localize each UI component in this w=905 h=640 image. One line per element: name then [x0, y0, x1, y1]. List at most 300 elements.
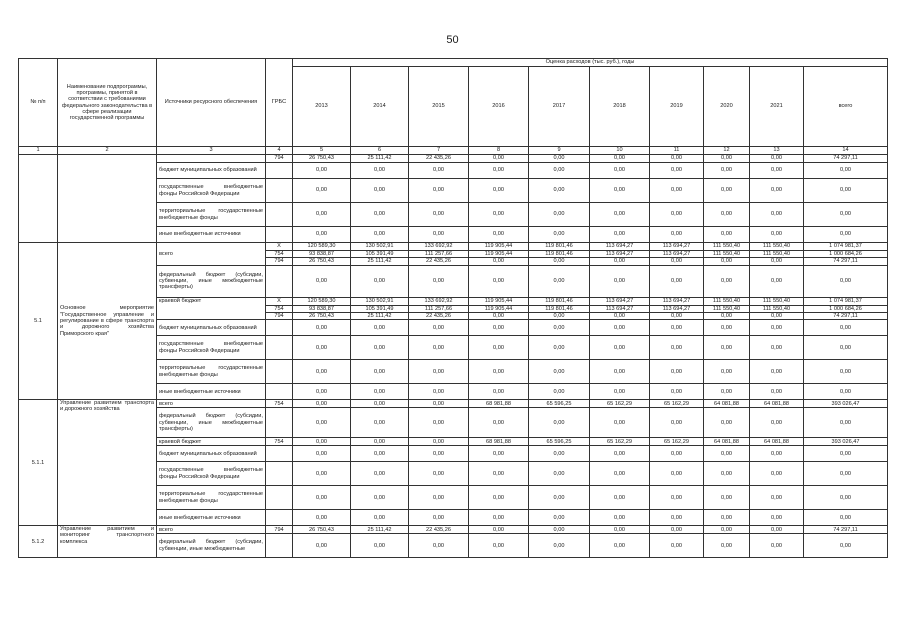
value-cell: 0,00: [469, 312, 529, 319]
value-cell: 0,00: [293, 534, 351, 558]
value-cell: 0,00: [704, 384, 750, 400]
value-cell: 0,00: [469, 155, 529, 163]
value-cell: 111 550,40: [704, 297, 750, 305]
value-cell: 119 801,46: [529, 297, 590, 305]
source-cell: всего: [157, 400, 266, 408]
value-cell: 64 081,88: [704, 400, 750, 408]
value-cell: 0,00: [469, 163, 529, 179]
value-cell: 22 435,26: [409, 526, 469, 534]
value-cell: 0,00: [650, 265, 704, 297]
value-cell: 0,00: [351, 360, 409, 384]
value-cell: 111 550,40: [704, 251, 750, 258]
column-index: 12: [704, 147, 750, 155]
program-name: Основное мероприятие "Государственное управление и регулирование в сфере транспорта и дорожного хозяйства Приморского края": [58, 243, 157, 400]
value-cell: 0,00: [293, 446, 351, 462]
value-cell: 0,00: [409, 446, 469, 462]
source-cell: территориальные государственные внебюджетные фонды: [157, 360, 266, 384]
grbs-cell: [266, 408, 293, 438]
column-index: 3: [157, 147, 266, 155]
column-index: 6: [351, 147, 409, 155]
value-cell: 0,00: [351, 203, 409, 227]
value-cell: 0,00: [293, 227, 351, 243]
value-cell: 0,00: [704, 258, 750, 265]
value-cell: 0,00: [750, 179, 804, 203]
source-cell: иные внебюджетные источники: [157, 384, 266, 400]
source-cell: иные внебюджетные источники: [157, 227, 266, 243]
column-index: 10: [590, 147, 650, 155]
column-index: 4: [266, 147, 293, 155]
value-cell: 65 162,29: [650, 438, 704, 446]
value-cell: 0,00: [351, 227, 409, 243]
value-cell: 0,00: [529, 510, 590, 526]
value-cell: 0,00: [409, 462, 469, 486]
value-cell: 0,00: [804, 360, 888, 384]
column-index: 11: [650, 147, 704, 155]
value-cell: 0,00: [529, 336, 590, 360]
value-cell: 113 694,27: [590, 251, 650, 258]
value-cell: 22 435,26: [409, 155, 469, 163]
grbs-cell: [266, 320, 293, 336]
value-cell: 0,00: [804, 320, 888, 336]
value-cell: 0,00: [409, 384, 469, 400]
value-cell: 113 694,27: [650, 305, 704, 312]
value-cell: 0,00: [529, 227, 590, 243]
value-cell: 133 692,92: [409, 243, 469, 251]
value-cell: 0,00: [293, 203, 351, 227]
value-cell: 0,00: [704, 203, 750, 227]
value-cell: 111 550,40: [704, 305, 750, 312]
value-cell: 0,00: [351, 446, 409, 462]
value-cell: 0,00: [469, 534, 529, 558]
value-cell: 0,00: [529, 360, 590, 384]
value-cell: 130 502,91: [351, 297, 409, 305]
value-cell: 0,00: [469, 258, 529, 265]
value-cell: 0,00: [750, 258, 804, 265]
value-cell: 105 391,49: [351, 251, 409, 258]
value-cell: 0,00: [750, 534, 804, 558]
value-cell: 0,00: [293, 408, 351, 438]
value-cell: 113 694,27: [650, 251, 704, 258]
value-cell: 0,00: [650, 446, 704, 462]
value-cell: 0,00: [650, 163, 704, 179]
value-cell: 0,00: [804, 265, 888, 297]
table-row: [19, 400, 888, 408]
value-cell: 0,00: [293, 510, 351, 526]
value-cell: 0,00: [704, 526, 750, 534]
value-cell: 0,00: [409, 336, 469, 360]
value-cell: 0,00: [351, 462, 409, 486]
value-cell: 0,00: [750, 384, 804, 400]
source-cell: всего: [157, 243, 266, 266]
value-cell: 111 550,40: [750, 243, 804, 251]
value-cell: 0,00: [590, 462, 650, 486]
value-cell: 0,00: [293, 320, 351, 336]
value-cell: 74 297,11: [804, 155, 888, 163]
grbs-cell: [266, 486, 293, 510]
value-cell: 0,00: [750, 408, 804, 438]
value-cell: 0,00: [704, 265, 750, 297]
column-index: 8: [469, 147, 529, 155]
value-cell: 64 081,88: [750, 400, 804, 408]
source-cell: бюджет муниципальных образований: [157, 320, 266, 336]
value-cell: 119 905,44: [469, 243, 529, 251]
value-cell: 0,00: [590, 336, 650, 360]
value-cell: 0,00: [650, 258, 704, 265]
value-cell: 0,00: [704, 462, 750, 486]
value-cell: 1 074 981,37: [804, 243, 888, 251]
value-cell: 111 257,66: [409, 251, 469, 258]
value-cell: 93 838,87: [293, 251, 351, 258]
value-cell: 0,00: [590, 408, 650, 438]
value-cell: 0,00: [351, 265, 409, 297]
source-cell: территориальные государственные внебюджетные фонды: [157, 203, 266, 227]
value-cell: 105 391,49: [351, 305, 409, 312]
year-header: 2021: [750, 67, 804, 147]
value-cell: 0,00: [469, 462, 529, 486]
source-cell: федеральный бюджет (субсидии, субвенции, иные межбюджетные трансферты): [157, 408, 266, 438]
grbs-cell: [266, 384, 293, 400]
value-cell: 0,00: [650, 203, 704, 227]
value-cell: 0,00: [351, 510, 409, 526]
value-cell: 0,00: [351, 384, 409, 400]
value-cell: 0,00: [469, 510, 529, 526]
value-cell: 0,00: [529, 265, 590, 297]
value-cell: 0,00: [590, 526, 650, 534]
value-cell: 0,00: [590, 265, 650, 297]
grbs-cell: [266, 510, 293, 526]
value-cell: 393 026,47: [804, 400, 888, 408]
value-cell: 111 550,40: [704, 243, 750, 251]
value-cell: 0,00: [750, 526, 804, 534]
value-cell: 0,00: [704, 486, 750, 510]
value-cell: 0,00: [704, 155, 750, 163]
value-cell: 0,00: [704, 446, 750, 462]
value-cell: 0,00: [804, 534, 888, 558]
value-cell: 0,00: [650, 312, 704, 319]
value-cell: 1 000 684,26: [804, 251, 888, 258]
column-index: 1: [19, 147, 58, 155]
value-cell: 0,00: [590, 258, 650, 265]
value-cell: 0,00: [529, 312, 590, 319]
value-cell: 0,00: [650, 408, 704, 438]
value-cell: 0,00: [351, 400, 409, 408]
value-cell: 0,00: [529, 408, 590, 438]
grbs-cell: 794: [266, 155, 293, 163]
year-header: 2015: [409, 67, 469, 147]
grbs-cell: [266, 446, 293, 462]
value-cell: 0,00: [351, 163, 409, 179]
value-cell: 0,00: [704, 320, 750, 336]
value-cell: 119 905,44: [469, 305, 529, 312]
value-cell: 0,00: [704, 534, 750, 558]
value-cell: 0,00: [650, 227, 704, 243]
value-cell: 0,00: [293, 486, 351, 510]
grbs-cell: [266, 336, 293, 360]
value-cell: 0,00: [409, 510, 469, 526]
value-cell: 26 750,43: [293, 312, 351, 319]
source-cell: краевой бюджет: [157, 297, 266, 320]
grbs-cell: [266, 203, 293, 227]
value-cell: 111 550,40: [750, 305, 804, 312]
value-cell: 0,00: [469, 446, 529, 462]
value-cell: 0,00: [469, 360, 529, 384]
source-cell: [157, 155, 266, 163]
value-cell: 0,00: [529, 384, 590, 400]
value-cell: 0,00: [529, 526, 590, 534]
value-cell: 93 838,87: [293, 305, 351, 312]
value-cell: 0,00: [590, 486, 650, 510]
value-cell: 0,00: [704, 510, 750, 526]
value-cell: 0,00: [804, 446, 888, 462]
header-num: № п/п: [19, 59, 58, 147]
value-cell: 26 750,43: [293, 526, 351, 534]
value-cell: 0,00: [704, 179, 750, 203]
value-cell: 25 111,42: [351, 258, 409, 265]
value-cell: 0,00: [804, 510, 888, 526]
grbs-cell: 754: [266, 251, 293, 258]
value-cell: 65 162,29: [590, 438, 650, 446]
program-name: Управление развитием транспорта и дорожного хозяйства: [58, 400, 157, 526]
header-grbs: ГРБС: [266, 59, 293, 147]
value-cell: 22 435,26: [409, 258, 469, 265]
value-cell: 0,00: [750, 446, 804, 462]
value-cell: 0,00: [750, 163, 804, 179]
value-cell: 133 692,92: [409, 297, 469, 305]
header-source: Источники ресурсного обеспечения: [157, 59, 266, 147]
value-cell: 0,00: [750, 510, 804, 526]
value-cell: 0,00: [469, 408, 529, 438]
year-header: 2016: [469, 67, 529, 147]
table-row: [19, 155, 888, 163]
value-cell: 0,00: [409, 438, 469, 446]
grbs-cell: 794: [266, 312, 293, 319]
grbs-cell: Х: [266, 297, 293, 305]
value-cell: 1 000 684,26: [804, 305, 888, 312]
year-header: 2019: [650, 67, 704, 147]
value-cell: 119 905,44: [469, 297, 529, 305]
value-cell: 26 750,43: [293, 155, 351, 163]
value-cell: 0,00: [704, 163, 750, 179]
value-cell: 0,00: [409, 163, 469, 179]
value-cell: 0,00: [529, 203, 590, 227]
value-cell: 1 074 981,37: [804, 297, 888, 305]
grbs-cell: 794: [266, 258, 293, 265]
value-cell: 0,00: [704, 312, 750, 319]
value-cell: 0,00: [293, 400, 351, 408]
value-cell: 0,00: [409, 203, 469, 227]
value-cell: 0,00: [293, 336, 351, 360]
value-cell: 0,00: [804, 384, 888, 400]
value-cell: 0,00: [293, 360, 351, 384]
value-cell: 119 801,46: [529, 305, 590, 312]
value-cell: 0,00: [590, 360, 650, 384]
value-cell: 0,00: [650, 462, 704, 486]
value-cell: 74 297,11: [804, 526, 888, 534]
row-number: 5.1: [19, 243, 58, 400]
program-name: Управление развитием и мониторинг транспортного комплекса: [58, 526, 157, 558]
value-cell: 113 694,27: [590, 243, 650, 251]
grbs-cell: [266, 265, 293, 297]
value-cell: 0,00: [469, 486, 529, 510]
value-cell: 0,00: [750, 203, 804, 227]
value-cell: 0,00: [409, 408, 469, 438]
column-index: 2: [58, 147, 157, 155]
value-cell: 0,00: [704, 360, 750, 384]
value-cell: 0,00: [351, 534, 409, 558]
value-cell: 0,00: [529, 179, 590, 203]
value-cell: 0,00: [804, 336, 888, 360]
value-cell: 0,00: [650, 336, 704, 360]
year-header: 2014: [351, 67, 409, 147]
value-cell: 74 297,11: [804, 258, 888, 265]
source-cell: всего: [157, 526, 266, 534]
value-cell: 0,00: [469, 227, 529, 243]
value-cell: 0,00: [590, 534, 650, 558]
value-cell: 0,00: [804, 203, 888, 227]
value-cell: 0,00: [804, 462, 888, 486]
grbs-cell: 754: [266, 400, 293, 408]
value-cell: 0,00: [409, 400, 469, 408]
value-cell: 120 589,30: [293, 243, 351, 251]
value-cell: 0,00: [529, 486, 590, 510]
value-cell: 0,00: [351, 179, 409, 203]
value-cell: 0,00: [650, 384, 704, 400]
value-cell: 0,00: [293, 384, 351, 400]
column-index: 14: [804, 147, 888, 155]
value-cell: 0,00: [590, 163, 650, 179]
value-cell: 22 435,26: [409, 312, 469, 319]
grbs-cell: 754: [266, 438, 293, 446]
value-cell: 0,00: [469, 179, 529, 203]
source-cell: бюджет муниципальных образований: [157, 446, 266, 462]
value-cell: 0,00: [750, 336, 804, 360]
value-cell: 25 111,42: [351, 155, 409, 163]
value-cell: 0,00: [351, 336, 409, 360]
header-estimate: Оценка расходов (тыс. руб.), годы: [293, 59, 888, 67]
value-cell: 0,00: [650, 486, 704, 510]
value-cell: 0,00: [351, 320, 409, 336]
page-number: 50: [446, 34, 459, 46]
value-cell: 111 257,66: [409, 305, 469, 312]
grbs-cell: 794: [266, 526, 293, 534]
table-row: [19, 243, 888, 251]
value-cell: 0,00: [469, 203, 529, 227]
value-cell: 119 801,46: [529, 243, 590, 251]
value-cell: 393 026,47: [804, 438, 888, 446]
program-name: [58, 155, 157, 243]
source-cell: государственные внебюджетные фонды Российской Федерации: [157, 462, 266, 486]
value-cell: 0,00: [590, 384, 650, 400]
value-cell: 0,00: [409, 227, 469, 243]
value-cell: 0,00: [650, 534, 704, 558]
column-index: 13: [750, 147, 804, 155]
value-cell: 0,00: [750, 312, 804, 319]
value-cell: 0,00: [409, 265, 469, 297]
value-cell: 0,00: [529, 258, 590, 265]
value-cell: 0,00: [529, 446, 590, 462]
value-cell: 130 502,91: [351, 243, 409, 251]
value-cell: 0,00: [750, 360, 804, 384]
value-cell: 0,00: [650, 526, 704, 534]
value-cell: 65 162,29: [650, 400, 704, 408]
source-cell: территориальные государственные внебюджетные фонды: [157, 486, 266, 510]
grbs-cell: [266, 462, 293, 486]
grbs-cell: 754: [266, 305, 293, 312]
value-cell: 0,00: [529, 320, 590, 336]
value-cell: 0,00: [750, 155, 804, 163]
table-row: [19, 526, 888, 534]
value-cell: 0,00: [293, 163, 351, 179]
value-cell: 0,00: [590, 203, 650, 227]
year-header: 2018: [590, 67, 650, 147]
value-cell: 0,00: [529, 462, 590, 486]
value-cell: 25 111,42: [351, 312, 409, 319]
value-cell: 65 596,25: [529, 400, 590, 408]
value-cell: 0,00: [293, 462, 351, 486]
grbs-cell: [266, 163, 293, 179]
row-number: 5.1.2: [19, 526, 58, 558]
value-cell: 0,00: [529, 155, 590, 163]
value-cell: 0,00: [750, 462, 804, 486]
value-cell: 0,00: [590, 510, 650, 526]
column-index: 5: [293, 147, 351, 155]
value-cell: 0,00: [804, 227, 888, 243]
value-cell: 113 694,27: [650, 243, 704, 251]
value-cell: 0,00: [650, 179, 704, 203]
value-cell: 113 694,27: [590, 297, 650, 305]
value-cell: 0,00: [704, 336, 750, 360]
value-cell: 0,00: [650, 510, 704, 526]
source-cell: краевой бюджет: [157, 438, 266, 446]
value-cell: 25 111,42: [351, 526, 409, 534]
source-cell: государственные внебюджетные фонды Российской Федерации: [157, 179, 266, 203]
value-cell: 0,00: [529, 163, 590, 179]
value-cell: 113 694,27: [650, 297, 704, 305]
value-cell: 26 750,43: [293, 258, 351, 265]
value-cell: 0,00: [750, 320, 804, 336]
value-cell: 0,00: [469, 336, 529, 360]
value-cell: 0,00: [409, 320, 469, 336]
value-cell: 0,00: [351, 438, 409, 446]
row-number: 5.1.1: [19, 400, 58, 526]
value-cell: 0,00: [804, 486, 888, 510]
value-cell: 0,00: [293, 179, 351, 203]
grbs-cell: [266, 179, 293, 203]
column-index: 9: [529, 147, 590, 155]
value-cell: 0,00: [590, 155, 650, 163]
value-cell: 0,00: [650, 155, 704, 163]
grbs-cell: [266, 227, 293, 243]
value-cell: 0,00: [650, 320, 704, 336]
value-cell: 0,00: [293, 438, 351, 446]
year-header: 2017: [529, 67, 590, 147]
value-cell: 0,00: [704, 227, 750, 243]
value-cell: 113 694,27: [590, 305, 650, 312]
value-cell: 0,00: [409, 534, 469, 558]
value-cell: 0,00: [409, 360, 469, 384]
value-cell: 0,00: [590, 179, 650, 203]
value-cell: 0,00: [409, 486, 469, 510]
source-cell: бюджет муниципальных образований: [157, 163, 266, 179]
value-cell: 0,00: [750, 486, 804, 510]
value-cell: 0,00: [590, 312, 650, 319]
value-cell: 0,00: [469, 384, 529, 400]
value-cell: 0,00: [590, 227, 650, 243]
value-cell: 0,00: [804, 163, 888, 179]
grbs-cell: [266, 534, 293, 558]
row-number: [19, 155, 58, 243]
value-cell: 68 981,88: [469, 438, 529, 446]
